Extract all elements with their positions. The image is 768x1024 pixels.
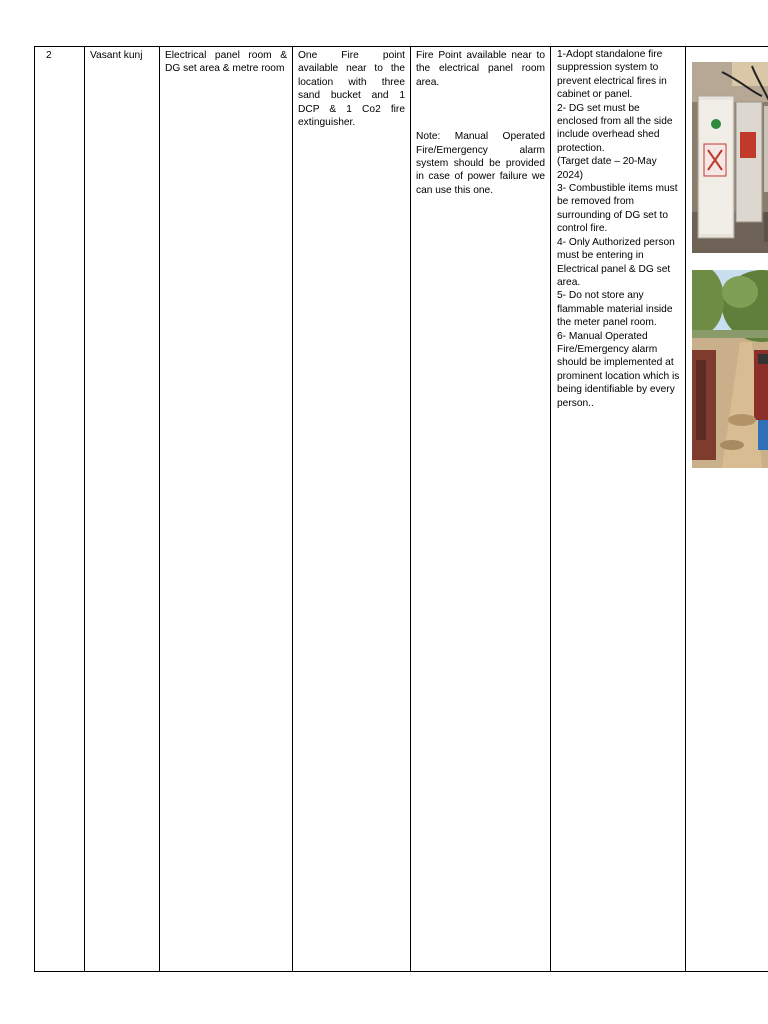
location-cell: Vasant kunj (85, 47, 160, 972)
recommendation-item: 2- DG set must be enclosed from all the side include overhead shed protection. (557, 102, 673, 154)
dg-set-area-photo (692, 270, 768, 468)
dg-set-area-photo-icon (692, 270, 768, 468)
recommendation-item: 4- Only Authorized person must be entering in Electrical panel & DG set area. (557, 236, 675, 288)
finding-cell (411, 47, 551, 972)
photos-cell (686, 47, 768, 972)
finding-text: Fire Point available near to the electrical panel room area. (416, 50, 545, 88)
existing-provision-cell: One Fire point available near to the location with three sand bucket and 1 DCP & 1 Co2 fire extinguisher. (293, 47, 411, 972)
serial-number: 2 (35, 47, 85, 972)
area-cell: Electrical panel room & DG set area & metre room (160, 47, 293, 972)
recommendation-item: 3- Combustible items must be removed from surrounding of DG set to control fire. (557, 183, 678, 235)
recommendation-item: (Target date – 20-May 2024) (557, 156, 657, 181)
recommendation-item: 6- Manual Operated Fire/Emergency alarm should be implemented at prominent location which is being identifiable by every person.. (557, 330, 680, 409)
electrical-panel-photo-icon (692, 62, 768, 253)
recommendation-item: 1-Adopt standalone fire suppression system to prevent electrical fires in cabinet or panel. (557, 49, 667, 101)
audit-table (34, 46, 768, 972)
electrical-panel-photo (692, 62, 768, 253)
recommendations-cell (551, 47, 686, 972)
finding-note: Note: Manual Operated Fire/Emergency alarm system should be provided in case of power failure we can use this one. (416, 131, 545, 196)
recommendation-item: 5- Do not store any flammable material inside the meter panel room. (557, 290, 673, 329)
table-row (35, 47, 768, 972)
